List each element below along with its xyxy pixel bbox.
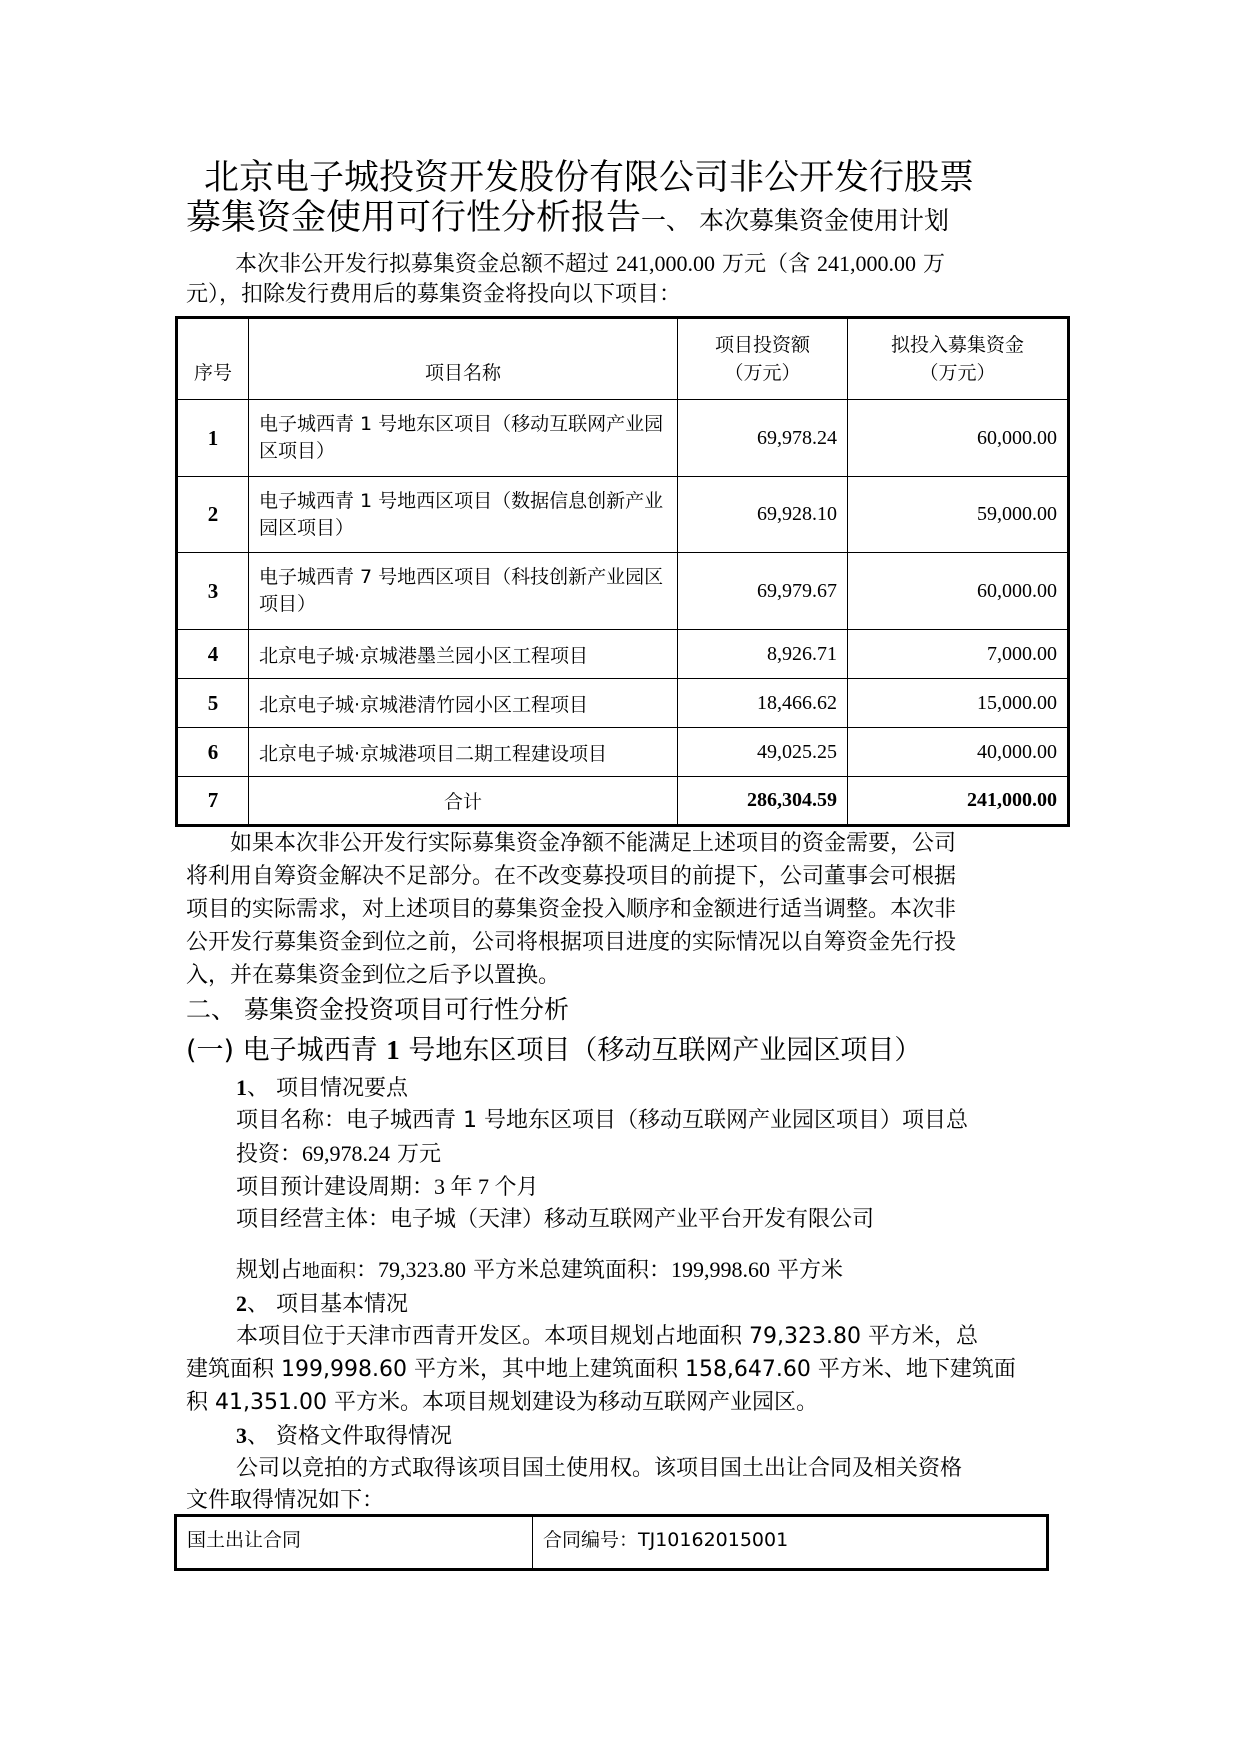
land-license-table [176, 1516, 1047, 1569]
header-investment-unit: （万元） [724, 362, 801, 384]
item3-heading [236, 1420, 452, 1453]
row-index: 1 [178, 400, 249, 477]
row-investment: 69,978.24 [678, 400, 848, 477]
row-investment: 8,926.71 [678, 630, 848, 679]
paragraph-line: 公开发行募集资金到位之前，公司将根据项目进度的实际情况以自筹资金先行投 [186, 930, 957, 955]
header-raised-label: 拟投入募集资金 [890, 334, 1024, 356]
item-number: 1 [236, 1075, 247, 1100]
table-row [177, 1517, 1047, 1569]
row-investment: 69,928.10 [678, 477, 848, 553]
basic-info-line: 积 41,351.00 平方米。本项目规划建设为移动互联网产业园区。 [186, 1390, 818, 1415]
intro-line2: 元），扣除发行费用后的募集资金将投向以下项目： [186, 282, 682, 307]
unit: 万元 [390, 1142, 442, 1167]
license-contract-number: 合同编号：TJ10162015001 [533, 1517, 1047, 1569]
item-title: 、 资格文件取得情况 [247, 1424, 452, 1449]
subheading-number: 1 [386, 1035, 400, 1065]
row-index: 5 [178, 679, 249, 728]
intro-amount: 241,000.00 [616, 251, 715, 276]
intro-text: 万 [916, 252, 945, 277]
title-line2-row [186, 198, 949, 238]
document-title-line1: 北京电子城投资开发股份有限公司非公开发行股票 [204, 158, 975, 198]
row-project-name: 北京电子城·京城港清竹园小区工程项目 [249, 679, 678, 728]
section2-subheading [186, 1034, 921, 1067]
label: 项目预计建设周期： [236, 1175, 435, 1200]
project-name-line1: 项目名称：电子城西青 1 号地东区项目（移动互联网产业园区项目）项目总 [236, 1108, 968, 1133]
row-project-name: 北京电子城·京城港墨兰园小区工程项目 [249, 630, 678, 679]
paragraph-line: 如果本次非公开发行实际募集资金净额不能满足上述项目的资金需要，公司 [230, 831, 957, 856]
qualification-line: 公司以竞拍的方式取得该项目国土使用权。该项目国土出让合同及相关资格 [236, 1456, 963, 1481]
row-index: 6 [178, 728, 249, 777]
subheading-text: 号地东区项目（移动互联网产业园区项目） [399, 1035, 922, 1066]
total-investment: 286,304.59 [678, 777, 848, 825]
project-name-line2 [236, 1138, 441, 1171]
intro-text: 本次非公开发行拟募集资金总额不超过 [235, 252, 616, 277]
item1-heading [236, 1072, 408, 1105]
table-row [178, 553, 1068, 630]
row-raised: 40,000.00 [848, 728, 1068, 777]
table-row [178, 630, 1068, 679]
label: 规划占 [236, 1258, 303, 1283]
header-raised [848, 319, 1068, 400]
project-total-investment: 69,978.24 [302, 1141, 391, 1166]
total-raised: 241,000.00 [848, 777, 1068, 825]
item-title: 、 项目情况要点 [247, 1076, 408, 1101]
paragraph-line: 项目的实际需求，对上述项目的募集资金投入顺序和金额进行适当调整。本次非 [186, 897, 957, 922]
label: 地面积 [302, 1261, 357, 1282]
basic-info-line: 建筑面积 199,998.60 平方米，其中地上建筑面积 158,647.60 平方米、地下建筑面 [186, 1357, 1016, 1382]
table-header-row [178, 319, 1068, 400]
intro-line1 [235, 248, 945, 281]
row-index: 4 [178, 630, 249, 679]
total-index: 7 [178, 777, 249, 825]
funds-allocation-table [177, 318, 1068, 825]
row-raised: 60,000.00 [848, 553, 1068, 630]
label: 投资： [236, 1142, 303, 1167]
operator-line: 项目经营主体：电子城（天津）移动互联网产业平台开发有限公司 [236, 1207, 875, 1232]
header-raised-unit: （万元） [919, 362, 996, 384]
row-raised: 7,000.00 [848, 630, 1068, 679]
subheading-text: (一) 电子城西青 [186, 1035, 387, 1066]
row-investment: 18,466.62 [678, 679, 848, 728]
row-project-name: 电子城西青 1 号地东区项目（移动互联网产业园区项目） [249, 400, 678, 477]
item-number: 2 [236, 1291, 247, 1316]
unit: 平方米 [770, 1258, 844, 1283]
intro-amount: 241,000.00 [817, 251, 916, 276]
header-investment-label: 项目投资额 [714, 334, 810, 356]
header-investment [678, 319, 848, 400]
row-project-name: 电子城西青 1 号地西区项目（数据信息创新产业园区项目） [249, 477, 678, 553]
row-raised: 15,000.00 [848, 679, 1068, 728]
header-project-name: 项目名称 [249, 319, 678, 400]
table-row [178, 400, 1068, 477]
row-project-name: 电子城西青 7 号地西区项目（科技创新产业园区项目） [249, 553, 678, 630]
table-row [178, 477, 1068, 553]
building-area-value: 199,998.60 [671, 1257, 771, 1282]
item-number: 3 [236, 1423, 247, 1448]
total-label: 合计 [249, 777, 678, 825]
row-index: 2 [178, 477, 249, 553]
row-index: 3 [178, 553, 249, 630]
row-raised: 59,000.00 [848, 477, 1068, 553]
document-title-line2: 募集资金使用可行性分析报告 [186, 198, 642, 238]
intro-text: 万元（含 [715, 252, 817, 277]
row-project-name: 北京电子城·京城港项目二期工程建设项目 [249, 728, 678, 777]
paragraph-line: 入，并在募集资金到位之后予以置换。 [186, 963, 561, 988]
label: 平方米总建筑面积： [466, 1258, 672, 1283]
item2-heading [236, 1288, 408, 1321]
table-total-row [178, 777, 1068, 825]
item-title: 、 项目基本情况 [247, 1292, 408, 1317]
row-investment: 69,979.67 [678, 553, 848, 630]
qualification-line: 文件取得情况如下： [186, 1488, 385, 1513]
row-investment: 49,025.25 [678, 728, 848, 777]
basic-info-line: 本项目位于天津市西青开发区。本项目规划占地面积 79,323.80 平方米，总 [236, 1324, 978, 1349]
license-label: 国土出让合同 [177, 1517, 533, 1569]
header-index: 序号 [178, 319, 249, 400]
table-row [178, 728, 1068, 777]
section2-heading: 二、 募集资金投资项目可行性分析 [186, 995, 569, 1024]
paragraph-line: 将利用自筹资金解决不足部分。在不改变募投项目的前提下，公司董事会可根据 [186, 864, 957, 889]
table-row [178, 679, 1068, 728]
construction-period [236, 1171, 539, 1204]
section1-heading: 一、 本次募集资金使用计划 [641, 206, 949, 235]
label: ： [356, 1258, 379, 1283]
row-raised: 60,000.00 [848, 400, 1068, 477]
land-area-value: 79,323.80 [378, 1257, 467, 1282]
construction-period-value: 3 年 7 个月 [434, 1174, 539, 1199]
area-line [236, 1254, 843, 1288]
